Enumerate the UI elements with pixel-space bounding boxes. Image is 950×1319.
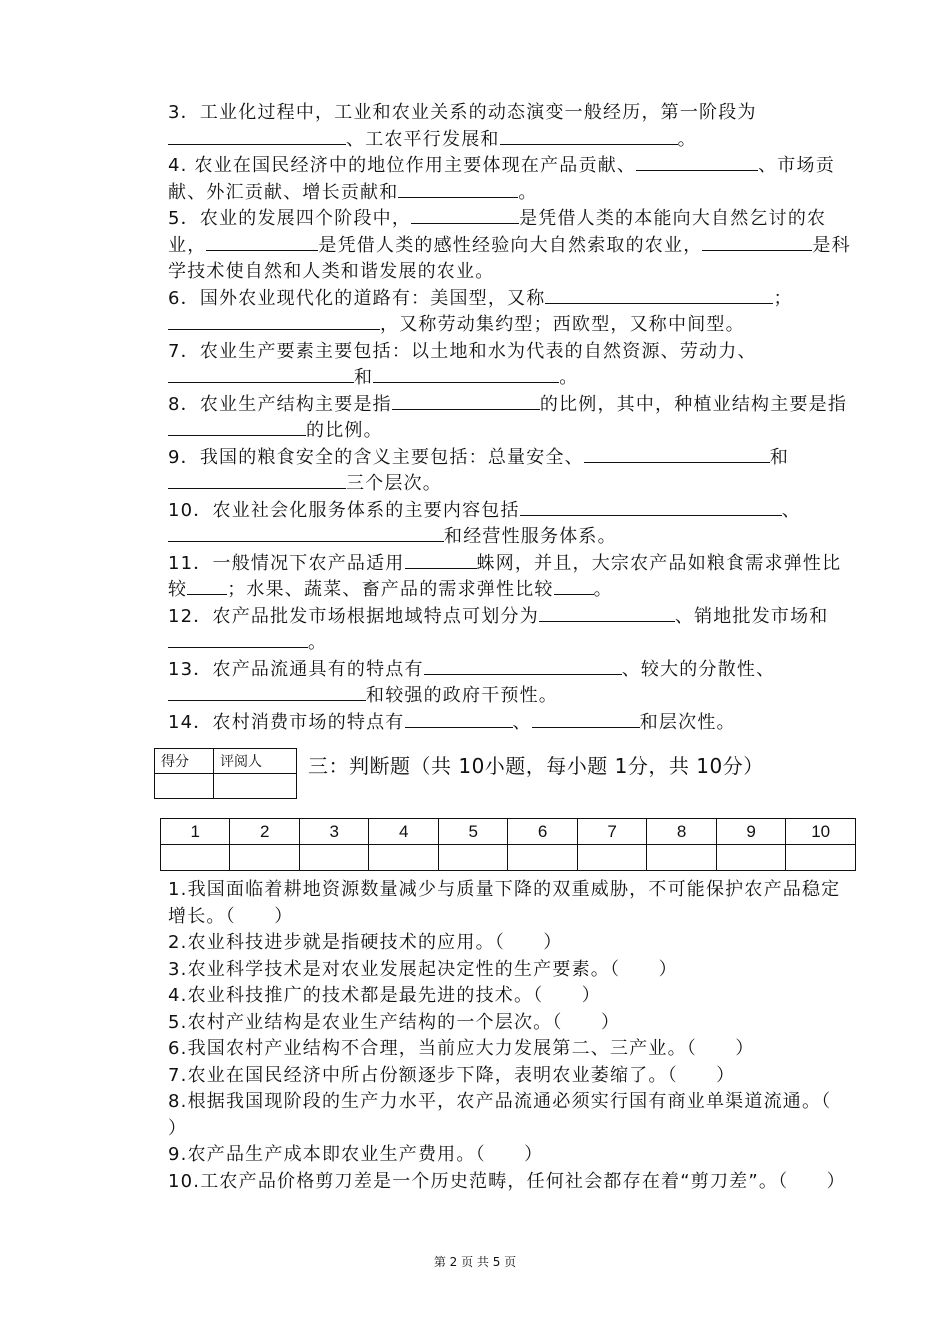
answer-blank[interactable]	[168, 683, 366, 701]
answer-number-row	[161, 819, 856, 845]
judge-question-9: 9.农产品生产成本即农业生产费用。（ ）	[168, 1144, 544, 1165]
question-text: 和	[354, 367, 374, 388]
question-text: 4. 农业在国民经济中的地位作用主要体现在产品贡献、	[168, 155, 637, 176]
question-text: 是凭借人类的本能向大自然乞讨的农业，	[168, 208, 827, 256]
question-q8	[168, 392, 856, 445]
judge-question-6: 6.我国农村产业结构不合理，当前应大力发展第二、三产业。（ ）	[168, 1038, 755, 1059]
answer-blank[interactable]	[405, 551, 477, 569]
question-q6	[168, 286, 856, 339]
answer-blank[interactable]	[532, 710, 640, 728]
judge-question-4: 4.农业科技推广的技术都是最先进的技术。（ ）	[168, 985, 601, 1006]
question-text: 11．一般情况下农产品适用	[168, 552, 405, 574]
question-text: 和经营性服务体系。	[444, 526, 617, 547]
answer-blank[interactable]	[168, 630, 308, 648]
judge-question-10: 10.工农产品价格剪刀差是一个历史范畴，任何社会都存在着“剪刀差”。（ ）	[168, 1170, 846, 1192]
answer-input-cell[interactable]	[299, 845, 368, 871]
question-text: 14．农村消费市场的特点有	[168, 711, 405, 733]
answer-number-cell: 5	[438, 819, 507, 845]
answer-number-cell: 2	[230, 819, 299, 845]
answer-number-cell: 1	[161, 819, 230, 845]
question-text: 、市场贡献、外汇贡献、增长贡献和	[168, 155, 835, 203]
judge-question-5: 5.农村产业结构是农业生产结构的一个层次。（ ）	[168, 1011, 621, 1033]
question-text: ；	[773, 287, 793, 309]
judge-question-7: 7.农业在国民经济中所占份额逐步下降，表明农业萎缩了。（ ）	[168, 1064, 736, 1086]
question-text: 、销地批发市场和	[674, 605, 829, 627]
question-q5	[168, 206, 856, 286]
answer-input-cell[interactable]	[577, 845, 646, 871]
question-text: 7．农业生产要素主要包括：以土地和水为代表的自然资源、劳动力、	[168, 340, 757, 362]
question-text: 。	[593, 579, 613, 600]
answer-blank[interactable]	[424, 657, 622, 675]
question-text: 3．工业化过程中，工业和农业关系的动态演变一般经历，第一阶段为	[168, 102, 757, 123]
judge-question-1: 1.我国面临着耕地资源数量减少与质量下降的双重威胁，不可能保护农产品稳定增长。（ ）	[168, 879, 841, 927]
answer-blank[interactable]	[702, 233, 812, 251]
answer-blank[interactable]	[168, 418, 306, 436]
answer-input-cell[interactable]	[438, 845, 507, 871]
answer-blank[interactable]	[545, 286, 773, 304]
question-text: 是凭借人类的感性经验向大自然索取的农业，	[318, 234, 703, 256]
question-q3	[168, 100, 856, 153]
reviewer-cell	[214, 774, 297, 799]
question-q10	[168, 498, 856, 551]
score-label: 得分	[155, 749, 214, 774]
question-text: 8．农业生产结构主要是指	[168, 393, 392, 415]
answer-input-cell[interactable]	[508, 845, 577, 871]
answer-blank[interactable]	[500, 127, 678, 145]
exam-page	[161, 100, 870, 1195]
score-cell	[155, 774, 214, 799]
answer-blank[interactable]	[168, 127, 346, 145]
question-q11	[168, 551, 856, 604]
answer-grid	[160, 818, 856, 871]
judge-question-3: 3.农业科学技术是对农业发展起决定性的生产要素。（ ）	[168, 958, 678, 980]
question-text: 。	[308, 632, 328, 653]
answer-blank[interactable]	[392, 392, 540, 410]
question-text: 10．农业社会化服务体系的主要内容包括	[168, 499, 520, 521]
question-text: 6．国外农业现代化的道路有：美国型，又称	[168, 287, 546, 309]
question-text: 的比例，其中，种植业结构主要是指	[539, 393, 848, 415]
answer-blank[interactable]	[636, 153, 758, 171]
reviewer-label: 评阅人	[214, 749, 297, 774]
question-q14	[168, 710, 856, 737]
answer-number-cell: 8	[647, 819, 716, 845]
section-3-header	[161, 748, 856, 810]
answer-number-cell: 6	[508, 819, 577, 845]
page-footer: 第 2 页 共 5 页	[433, 1255, 517, 1269]
question-q4	[168, 153, 856, 206]
question-text: 。	[559, 367, 579, 388]
answer-number-cell: 3	[299, 819, 368, 845]
answer-input-cell[interactable]	[369, 845, 438, 871]
question-text: 9．我国的粮食安全的含义主要包括：总量安全、	[168, 446, 584, 468]
answer-empty-row	[161, 845, 856, 871]
judge-questions	[168, 877, 870, 1195]
question-text: ；水果、蔬菜、畜产品的需求弹性比较	[227, 579, 554, 600]
question-text: 。	[518, 181, 538, 203]
answer-blank[interactable]	[520, 498, 782, 516]
question-text: 和层次性。	[639, 711, 736, 733]
question-text: 、工农平行发展和	[346, 128, 500, 150]
question-text: 12．农产品批发市场根据地域特点可划分为	[168, 605, 539, 627]
answer-blank[interactable]	[539, 604, 675, 622]
question-text: 的比例。	[306, 420, 383, 441]
question-q7	[168, 339, 856, 392]
answer-blank[interactable]	[168, 312, 380, 330]
section-title: 三：判断题（共 10小题，每小题 1分，共 10分）	[308, 754, 764, 778]
question-text: 和较强的政府干预性。	[366, 685, 558, 706]
answer-number-cell: 4	[369, 819, 438, 845]
score-box	[154, 748, 297, 799]
answer-blank[interactable]	[168, 471, 346, 489]
answer-input-cell[interactable]	[786, 845, 856, 871]
question-text: 。	[677, 128, 697, 150]
answer-input-cell[interactable]	[716, 845, 785, 871]
answer-input-cell[interactable]	[161, 845, 230, 871]
question-text: 和	[769, 446, 790, 468]
answer-blank[interactable]	[584, 445, 770, 463]
answer-blank[interactable]	[411, 206, 519, 224]
question-text: 、	[781, 499, 801, 521]
answer-blank[interactable]	[405, 710, 513, 728]
question-text: 13．农产品流通具有的特点有	[168, 658, 424, 680]
answer-blank[interactable]	[398, 180, 518, 198]
answer-number-cell: 9	[716, 819, 785, 845]
question-q13	[168, 657, 856, 710]
answer-input-cell[interactable]	[647, 845, 716, 871]
question-text: 5．农业的发展四个阶段中，	[168, 208, 412, 229]
question-text: 三个层次。	[346, 473, 442, 494]
judge-question-2: 2.农业科技进步就是指硬技术的应用。（ ）	[168, 932, 563, 953]
answer-blank[interactable]	[554, 577, 594, 595]
answer-blank[interactable]	[168, 524, 444, 542]
question-text: 是科学技术使自然和人类和谐发展的农业。	[168, 234, 851, 282]
answer-number-cell: 10	[786, 819, 856, 845]
question-q12	[168, 604, 856, 657]
answer-blank[interactable]	[168, 365, 354, 383]
question-text: ，又称劳动集约型；西欧型，又称中间型。	[380, 314, 745, 335]
answer-blank[interactable]	[187, 577, 227, 595]
answer-blank[interactable]	[373, 365, 559, 383]
question-text: 、较大的分散性、	[621, 658, 776, 680]
fill-in-questions	[168, 100, 856, 736]
question-text: 、	[512, 711, 532, 733]
answer-input-cell[interactable]	[230, 845, 299, 871]
answer-blank[interactable]	[206, 233, 318, 251]
answer-number-cell: 7	[577, 819, 646, 845]
question-text: 蛛网，并且，大宗农产品如粮食需求弹性比较	[168, 552, 842, 600]
question-q9	[168, 445, 856, 498]
judge-question-8: 8.根据我国现阶段的生产力水平，农产品流通必须实行国有商业单渠道流通。（ ）	[168, 1091, 870, 1139]
